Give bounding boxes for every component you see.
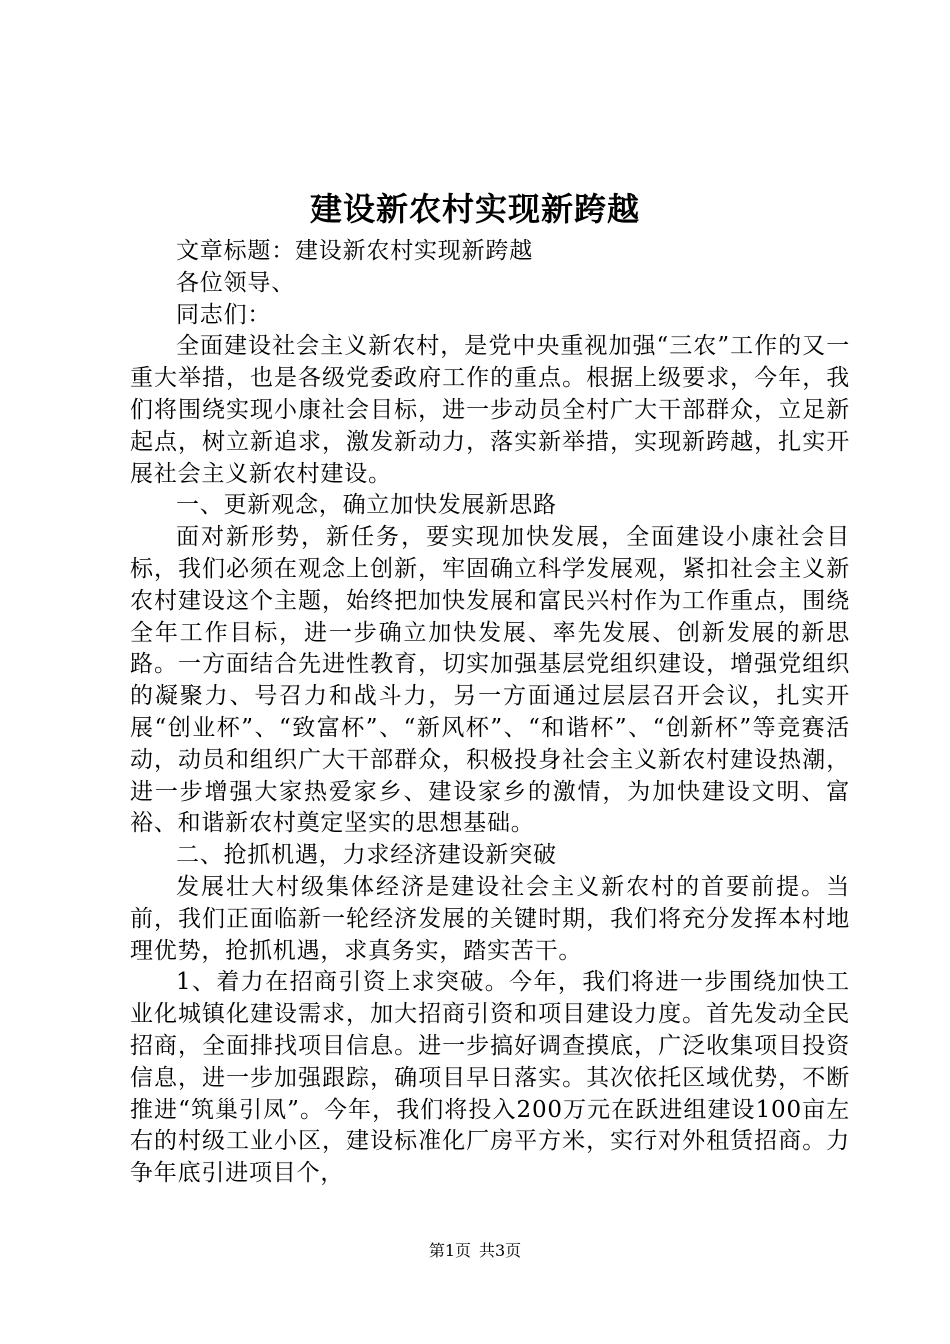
salutation-comrades: 同志们：: [176, 301, 272, 328]
page-footer: [0, 1240, 950, 1262]
section-heading-2: 二、抢抓机遇，力求经济建设新突破: [176, 842, 557, 869]
document-body: [130, 236, 850, 1190]
page-total: 共3页: [479, 1241, 522, 1260]
article-title-line: 文章标题：建设新农村实现新跨越: [176, 238, 533, 264]
section-heading-1: 一、更新观念，确立加快发展新思路: [176, 492, 557, 519]
section-2-item-1: 1、着力在招商引资上求突破。今年，我们将进一步围绕加快工业化城镇化建设需求，加大招商引资和项目建设力度。首先发动全民招商，全面排找项目信息。进一步搞好调查摸底，广泛收集项目投资信息，进一步加强跟踪，确项目早日落实。其次依托区域优势，不断推进“筑巢引凤”。今年，我们将投入200万元在跃进组建设100亩左右的村级工业小区，建设标准化厂房平方米，实行对外租赁招商。力争年底引进项目个，: [130, 969, 850, 1187]
intro-paragraph: 全面建设社会主义新农村，是党中央重视加强“三农”工作的又一重大举措，也是各级党委政府工作的重点。根据上级要求，今年，我们将围绕实现小康社会目标，进一步动员全村广大干部群众，立足新起点，树立新追求，激发新动力，落实新举措，实现新跨越，扎实开展社会主义新农村建设。: [130, 333, 850, 487]
page-number: 第1页: [428, 1241, 471, 1260]
section-1-paragraph: 面对新形势，新任务，要实现加快发展，全面建设小康社会目标，我们必须在观念上创新，牢固确立科学发展观，紧扣社会主义新农村建设这个主题，始终把加快发展和富民兴村作为工作重点，围绕全年工作目标，进一步确立加快发展、率先发展、创新发展的新思路。一方面结合先进性教育，切实加强基层党组织建设，增强党组织的凝聚力、号召力和战斗力，另一方面通过层层召开会议，扎实开展“创业杯”、“致富杯”、“新风杯”、“和谐杯”、“创新杯”等竞赛活动，动员和组织广大干部群众，积极投身社会主义新农村建设热潮，进一步增强大家热爱家乡、建设家乡的激情，为加快建设文明、富裕、和谐新农村奠定坚实的思想基础。: [130, 524, 850, 837]
section-2-paragraph: 发展壮大村级集体经济是建设社会主义新农村的首要前提。当前，我们正面临新一轮经济发展的关键时期，我们将充分发挥本村地理优势，抢抓机遇，求真务实，踏实苦干。: [130, 873, 850, 964]
salutation-leaders: 各位领导、: [176, 269, 295, 296]
document-title: 建设新农村实现新跨越: [309, 190, 640, 228]
